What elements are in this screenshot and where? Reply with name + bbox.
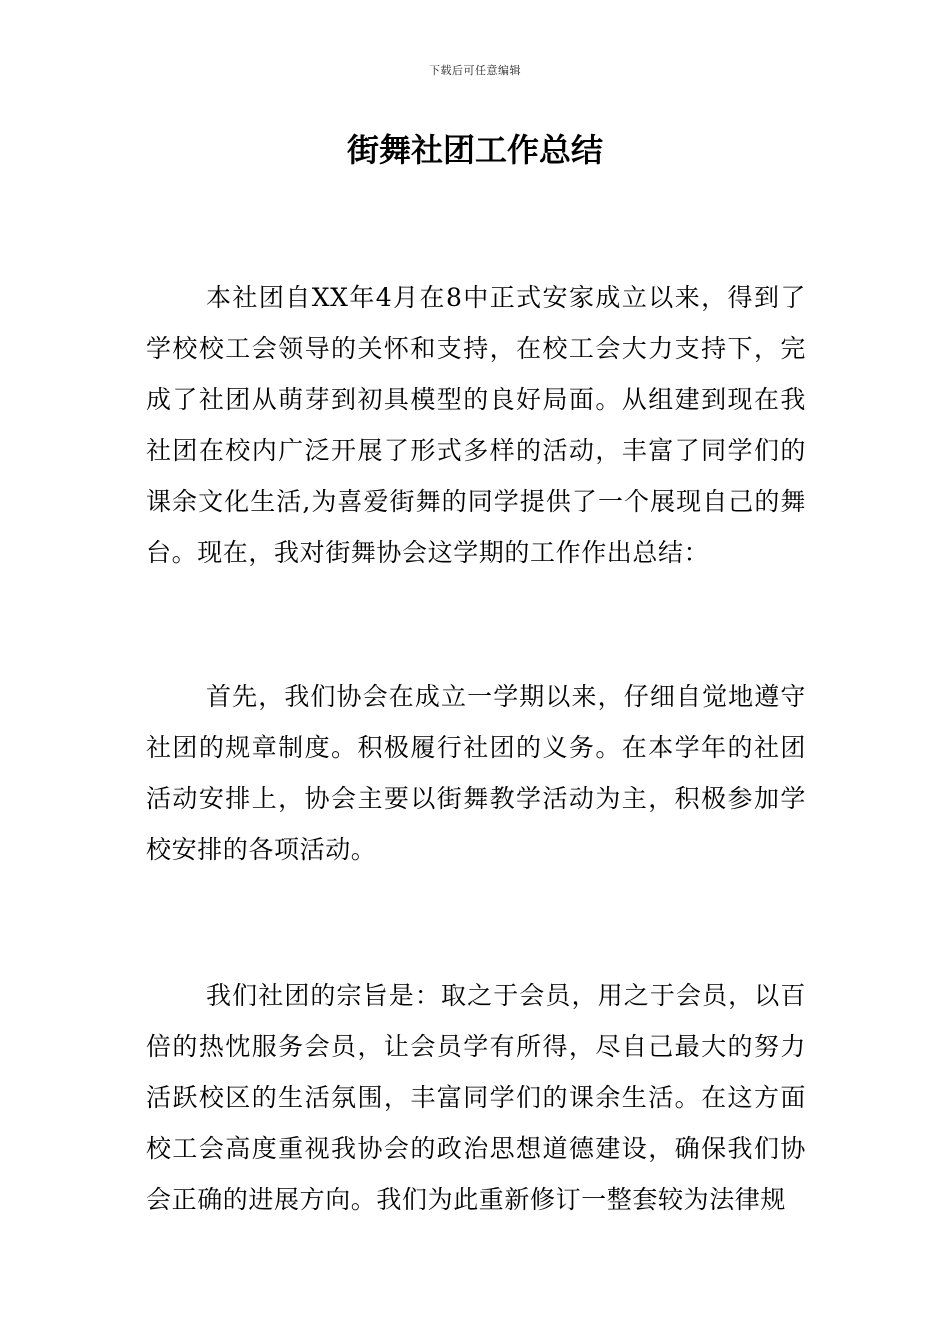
paragraph-first: 首先，我们协会在成立一学期以来，仔细自觉地遵守社团的规章制度。积极履行社团的义务。在本学年的社团活动安排上，协会主要以街舞教学活动为主，积极参加学校安排的各项活动。 — [146, 682, 806, 864]
paragraph-purpose: 我们社团的宗旨是：取之于会员，用之于会员，以百倍的热忱服务会员，让会员学有所得，尽自己最大的努力活跃校区的生活氛围，丰富同学们的课余生活。在这方面校工会高度重视我协会的政治思想道德建设，确保我们协会正确的进展方向。我们为此重新修订一整套较为法律规 — [146, 981, 806, 1214]
document-title: 街舞社团工作总结 — [346, 131, 603, 169]
paragraph-intro: 本社团自XX年4月在8中正式安家成立以来，得到了学校校工会领导的关怀和支持，在校工会大力支持下，完成了社团从萌芽到初具模型的良好局面。从组建到现在我社团在校内广泛开展了形式多样的活动，丰富了同学们的课余文化生活,为喜爱街舞的同学提供了一个展现自己的舞台。现在，我对街舞协会这学期的工作作出总结： — [146, 283, 806, 567]
header-note: 下载后可任意编辑 — [429, 64, 521, 77]
